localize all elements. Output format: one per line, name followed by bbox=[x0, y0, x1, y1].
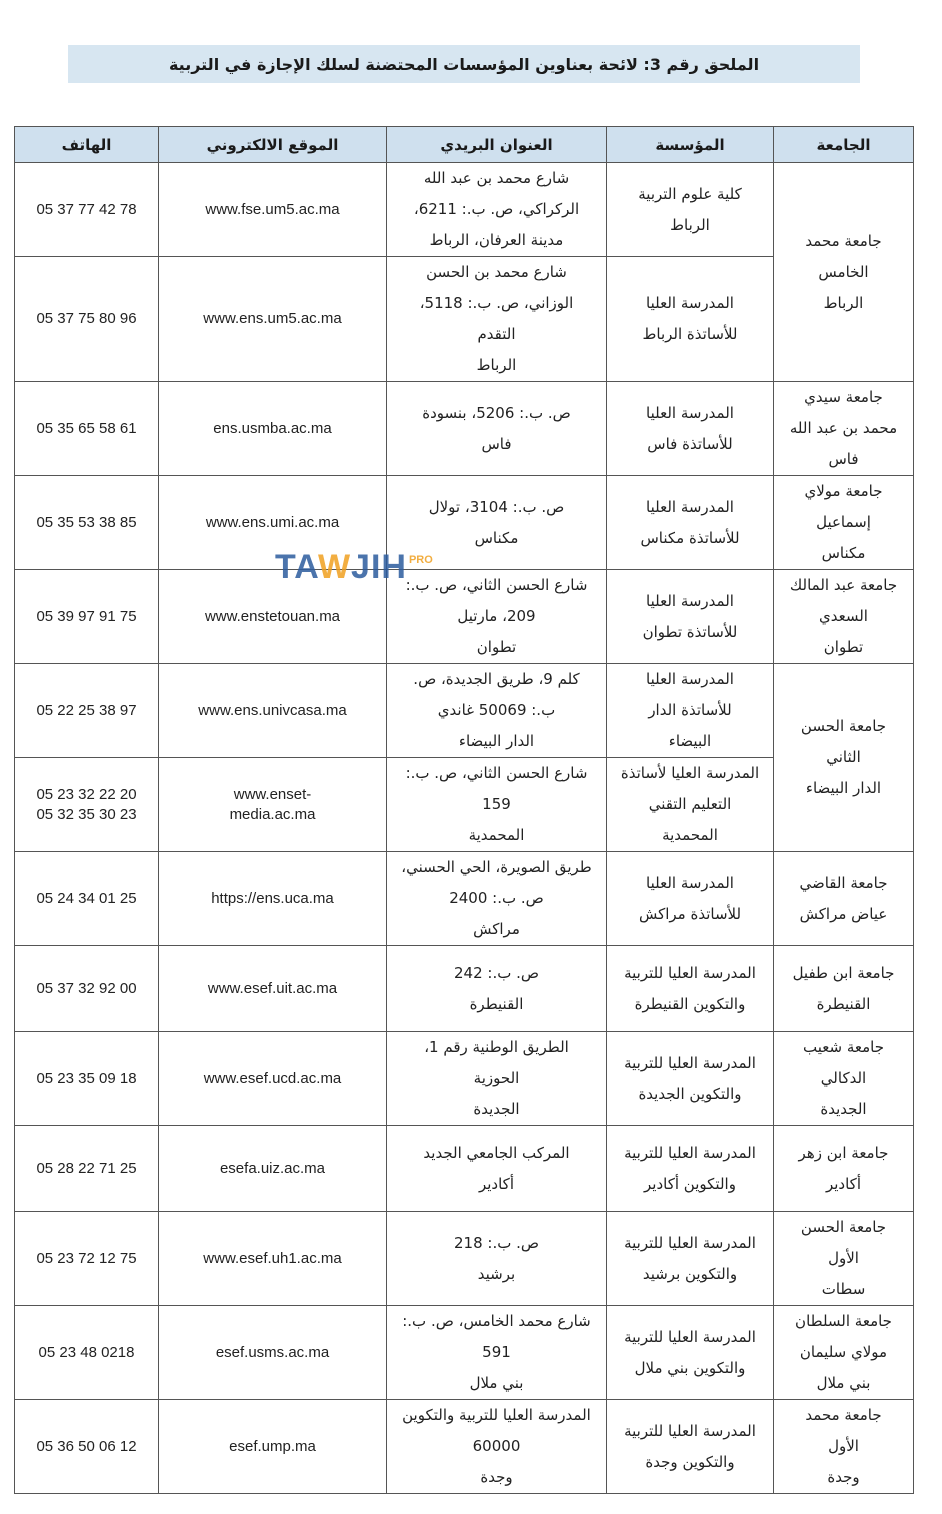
phone-number: 05 22 25 38 97 bbox=[36, 701, 137, 719]
university-line: فاس bbox=[828, 450, 859, 468]
address-line: الجديدة bbox=[473, 1100, 520, 1118]
address-line: ص. ب.: 242 bbox=[453, 963, 540, 982]
header-address: العنوان البريدي bbox=[387, 127, 607, 163]
university-line: بني ملال bbox=[816, 1374, 871, 1392]
phone-cell bbox=[15, 476, 159, 570]
university-line: جامعة القاضي bbox=[799, 873, 888, 892]
address-line: الوزاني، ص. ب.: 5118، bbox=[419, 294, 574, 312]
institution-cell bbox=[607, 1306, 774, 1400]
university-cell bbox=[774, 163, 914, 382]
address-line: المدرسة العليا للتربية والتكوين bbox=[402, 1406, 591, 1424]
university-line: جامعة شعيب bbox=[803, 1038, 884, 1056]
university-line: عياض مراكش bbox=[799, 904, 888, 923]
institution-line: للأساتذة الرباط bbox=[642, 325, 738, 343]
university-cell bbox=[774, 1306, 914, 1400]
institution-cell bbox=[607, 1126, 774, 1212]
institution-line: المدرسة العليا bbox=[646, 294, 734, 312]
table-row bbox=[15, 382, 914, 476]
table-row bbox=[15, 570, 914, 664]
university-cell bbox=[774, 476, 914, 570]
website-cell[interactable] bbox=[159, 946, 387, 1032]
phone-cell bbox=[15, 1306, 159, 1400]
university-line: القنيطرة bbox=[816, 994, 871, 1013]
website-cell[interactable] bbox=[159, 1212, 387, 1306]
address-cell bbox=[387, 1212, 607, 1306]
institution-line: المدرسة العليا للتربية bbox=[624, 1233, 756, 1252]
website-cell[interactable] bbox=[159, 1306, 387, 1400]
address-line: ص. ب.: 5206، بنسودة bbox=[422, 403, 571, 422]
university-line: جامعة محمد bbox=[805, 231, 882, 250]
table-row bbox=[15, 163, 914, 257]
address-line: طريق الصويرة، الحي الحسني، bbox=[401, 858, 592, 876]
university-line: جامعة عبد المالك bbox=[789, 576, 898, 594]
address-line: الحوزية bbox=[473, 1069, 520, 1087]
phone-cell bbox=[15, 1212, 159, 1306]
institution-line: كلية علوم التربية bbox=[638, 184, 742, 203]
institution-cell bbox=[607, 476, 774, 570]
address-cell bbox=[387, 163, 607, 257]
address-cell bbox=[387, 257, 607, 382]
institution-line: والتكوين الجديدة bbox=[638, 1084, 742, 1103]
institution-line: والتكوين أكادير bbox=[644, 1174, 736, 1193]
website-link[interactable]: www.enset- bbox=[233, 785, 312, 803]
institution-line: للأساتذة تطوان bbox=[642, 622, 738, 641]
website-link[interactable]: www.esef.uh1.ac.ma bbox=[203, 1249, 342, 1267]
phone-cell bbox=[15, 1400, 159, 1494]
address-line: تطوان bbox=[476, 638, 517, 656]
phone-cell bbox=[15, 852, 159, 946]
website-cell[interactable] bbox=[159, 1400, 387, 1494]
header-university: الجامعة bbox=[774, 127, 914, 163]
university-line: محمد بن عبد الله bbox=[789, 419, 898, 437]
university-line: جامعة ابن طفيل bbox=[792, 963, 895, 982]
university-cell bbox=[774, 1400, 914, 1494]
university-line: جامعة ابن زهر bbox=[798, 1143, 889, 1162]
address-line: التقدم bbox=[477, 325, 516, 343]
institution-line: للأساتذة الدار bbox=[648, 701, 732, 719]
university-cell bbox=[774, 1126, 914, 1212]
institution-cell bbox=[607, 1400, 774, 1494]
university-line: جامعة الحسن bbox=[800, 1218, 887, 1236]
institution-cell bbox=[607, 163, 774, 257]
phone-number: 05 37 77 42 78 bbox=[36, 200, 137, 218]
website-cell[interactable] bbox=[159, 852, 387, 946]
address-line: ص. ب.: 3104، تولال bbox=[428, 497, 565, 516]
university-line: الجديدة bbox=[820, 1100, 867, 1118]
address-line: فاس bbox=[481, 434, 512, 453]
address-cell bbox=[387, 382, 607, 476]
address-cell bbox=[387, 1400, 607, 1494]
institution-line: المدرسة العليا bbox=[646, 497, 734, 516]
phone-number: 05 23 72 12 75 bbox=[36, 1249, 137, 1267]
website-cell[interactable] bbox=[159, 382, 387, 476]
address-line: أكادير bbox=[478, 1174, 514, 1193]
university-line: مولاي سليمان bbox=[799, 1343, 888, 1361]
address-line: 209، مارتيل bbox=[457, 607, 536, 625]
website-link[interactable]: www.enstetouan.ma bbox=[204, 607, 341, 625]
address-line: المركب الجامعي الجديد bbox=[423, 1143, 570, 1162]
institutions-table bbox=[14, 126, 914, 1494]
address-line: 60000 bbox=[472, 1437, 521, 1455]
address-line: شارع محمد الخامس، ص. ب.: bbox=[402, 1312, 591, 1330]
table-row bbox=[15, 1032, 914, 1126]
table-header-row bbox=[15, 127, 914, 163]
phone-number: 05 37 75 80 96 bbox=[36, 310, 137, 327]
university-line: تطوان bbox=[823, 638, 864, 656]
university-line: الدكالي bbox=[820, 1069, 867, 1087]
table-row bbox=[15, 852, 914, 946]
institution-line: للأساتذة مراكش bbox=[638, 904, 742, 923]
phone-cell bbox=[15, 1032, 159, 1126]
institution-line: المدرسة العليا bbox=[646, 670, 734, 688]
address-line: القنيطرة bbox=[469, 994, 524, 1013]
table-row bbox=[15, 1212, 914, 1306]
table-row bbox=[15, 664, 914, 758]
university-line: جامعة سيدي bbox=[804, 388, 883, 406]
institution-line: والتكوين برشيد bbox=[642, 1264, 738, 1283]
phone-number: 05 28 22 71 25 bbox=[36, 1159, 137, 1177]
phone-number: 05 23 35 09 18 bbox=[36, 1069, 137, 1087]
watermark-sub-text: PRO bbox=[408, 554, 433, 566]
address-line: مكناس bbox=[474, 528, 519, 547]
institution-cell bbox=[607, 664, 774, 758]
university-line: الدار البيضاء bbox=[805, 779, 882, 797]
phone-number: 05 23 32 22 20 bbox=[36, 785, 137, 803]
institution-line: المدرسة العليا bbox=[646, 873, 734, 892]
table-row bbox=[15, 946, 914, 1032]
university-cell bbox=[774, 382, 914, 476]
annex-title: الملحق رقم 3: لائحة بعناوين المؤسسات المحتضنة لسلك الإجازة في التربية bbox=[68, 45, 860, 83]
university-line: وجدة bbox=[827, 1468, 860, 1486]
header-phone: الهاتف bbox=[15, 127, 159, 163]
institution-line: المدرسة العليا للتربية bbox=[624, 1327, 756, 1346]
phone-cell bbox=[15, 946, 159, 1032]
watermark-part: W bbox=[317, 548, 352, 586]
address-cell bbox=[387, 852, 607, 946]
university-line: أكادير bbox=[825, 1174, 861, 1193]
university-cell bbox=[774, 570, 914, 664]
address-line: مراكش bbox=[473, 920, 520, 938]
address-line: الدار البيضاء bbox=[458, 732, 535, 750]
address-line: كلم 9، طريق الجديدة، ص. bbox=[413, 670, 580, 688]
phone-cell bbox=[15, 570, 159, 664]
institution-line: المدرسة العليا bbox=[646, 403, 734, 422]
address-line: ص. ب.: 218 bbox=[453, 1233, 540, 1252]
address-cell bbox=[387, 570, 607, 664]
address-line: المحمدية bbox=[468, 826, 525, 844]
university-cell bbox=[774, 1212, 914, 1306]
address-line: الرباط bbox=[476, 356, 517, 374]
institution-cell bbox=[607, 382, 774, 476]
phone-number: 05 36 50 06 12 bbox=[36, 1437, 137, 1455]
university-cell bbox=[774, 664, 914, 852]
website-link[interactable]: media.ac.ma bbox=[229, 805, 316, 823]
institution-line: المحمدية bbox=[662, 826, 718, 844]
institution-line: التعليم التقني bbox=[648, 795, 732, 813]
website-link[interactable]: https://ens.uca.ma bbox=[211, 889, 334, 907]
university-line: الرباط bbox=[823, 293, 864, 312]
institution-line: للأساتذة مكناس bbox=[640, 528, 740, 547]
institution-cell bbox=[607, 570, 774, 664]
institution-line: الرباط bbox=[670, 215, 710, 234]
phone-cell bbox=[15, 257, 159, 382]
website-link[interactable]: www.ens.umi.ac.ma bbox=[205, 513, 340, 531]
website-link[interactable]: www.ens.univcasa.ma bbox=[198, 701, 347, 719]
institution-line: والتكوين بني ملال bbox=[634, 1358, 746, 1377]
address-line: مدينة العرفان، الرباط bbox=[429, 231, 564, 249]
website-cell[interactable] bbox=[159, 257, 387, 382]
website-cell[interactable] bbox=[159, 664, 387, 758]
header-website: الموقع الالكتروني bbox=[159, 127, 387, 163]
address-line: بني ملال bbox=[469, 1374, 524, 1392]
phone-number: 05 35 53 38 85 bbox=[36, 513, 137, 531]
institution-line: المدرسة العليا للتربية bbox=[624, 963, 756, 982]
address-cell bbox=[387, 1306, 607, 1400]
phone-cell bbox=[15, 758, 159, 852]
institution-line: المدرسة العليا للتربية bbox=[624, 1053, 756, 1072]
university-cell bbox=[774, 946, 914, 1032]
institution-cell bbox=[607, 758, 774, 852]
address-line: 591 bbox=[482, 1343, 511, 1361]
phone-cell bbox=[15, 664, 159, 758]
phone-number: 05 35 65 58 61 bbox=[36, 419, 137, 437]
university-line: الأول bbox=[828, 1249, 859, 1267]
institution-line: والتكوين القنيطرة bbox=[634, 994, 746, 1013]
university-line: جامعة الحسن bbox=[800, 717, 887, 735]
website-cell[interactable] bbox=[159, 758, 387, 852]
table-row bbox=[15, 1126, 914, 1212]
address-line: الركراكي، ص. ب.: 6211، bbox=[413, 200, 580, 218]
institution-cell bbox=[607, 257, 774, 382]
institution-line: والتكوين وجدة bbox=[645, 1452, 735, 1471]
website-link[interactable]: www.esef.uit.ac.ma bbox=[207, 979, 338, 997]
website-link[interactable]: www.ens.um5.ac.ma bbox=[203, 310, 342, 327]
university-line: مكناس bbox=[821, 544, 866, 562]
institution-line: المدرسة العليا للتربية bbox=[624, 1143, 756, 1162]
university-line: الثاني bbox=[826, 748, 861, 766]
website-cell[interactable] bbox=[159, 1032, 387, 1126]
address-line: شارع محمد بن الحسن bbox=[426, 263, 567, 281]
address-line: 159 bbox=[482, 795, 511, 813]
university-cell bbox=[774, 852, 914, 946]
website-cell[interactable] bbox=[159, 1126, 387, 1212]
address-line: شارع الحسن الثاني، ص. ب.: bbox=[405, 764, 588, 782]
address-cell bbox=[387, 1126, 607, 1212]
website-cell[interactable] bbox=[159, 163, 387, 257]
address-line: شارع الحسن الثاني، ص. ب.: bbox=[405, 576, 588, 594]
address-line: الطريق الوطنية رقم 1، bbox=[424, 1038, 569, 1056]
institution-line: المدرسة العليا لأساتذة bbox=[620, 764, 760, 782]
phone-cell bbox=[15, 163, 159, 257]
institution-cell bbox=[607, 946, 774, 1032]
address-line: شارع محمد بن عبد الله bbox=[423, 169, 570, 187]
website-link[interactable]: ens.usmba.ac.ma bbox=[213, 419, 332, 437]
institution-cell bbox=[607, 1212, 774, 1306]
university-line: جامعة السلطان bbox=[795, 1312, 892, 1330]
table-row bbox=[15, 476, 914, 570]
phone-number: 05 37 32 92 00 bbox=[36, 979, 137, 997]
university-line: السعدي bbox=[819, 607, 868, 625]
institution-cell bbox=[607, 1032, 774, 1126]
table-row bbox=[15, 1306, 914, 1400]
institution-line: البيضاء bbox=[668, 732, 712, 750]
address-line: وجدة bbox=[480, 1468, 513, 1486]
header-institution: المؤسسة bbox=[607, 127, 774, 163]
phone-cell bbox=[15, 382, 159, 476]
address-cell bbox=[387, 758, 607, 852]
phone-cell bbox=[15, 1126, 159, 1212]
phone-number: 05 23 48 0218 bbox=[38, 1343, 135, 1361]
university-line: جامعة مولاي bbox=[804, 482, 883, 500]
phone-number: 05 39 97 91 75 bbox=[36, 607, 137, 625]
institution-cell bbox=[607, 852, 774, 946]
phone-number: 05 32 35 30 23 bbox=[36, 805, 137, 823]
watermark-part: JIH bbox=[351, 548, 407, 586]
address-line: برشيد bbox=[477, 1264, 516, 1283]
university-line: جامعة محمد bbox=[805, 1406, 882, 1424]
university-line: الأول bbox=[828, 1437, 859, 1455]
website-cell[interactable] bbox=[159, 476, 387, 570]
institution-line: المدرسة العليا bbox=[646, 591, 734, 610]
institution-line: للأساتذة فاس bbox=[647, 434, 733, 453]
institution-line: المدرسة العليا للتربية bbox=[624, 1421, 756, 1440]
watermark-part: TA bbox=[275, 548, 318, 586]
website-cell[interactable] bbox=[159, 570, 387, 664]
university-line: إسماعيل bbox=[816, 513, 871, 531]
address-cell bbox=[387, 1032, 607, 1126]
website-link[interactable]: esefa.uiz.ac.ma bbox=[219, 1159, 326, 1177]
website-link[interactable]: esef.ump.ma bbox=[229, 1437, 316, 1455]
university-cell bbox=[774, 1032, 914, 1126]
table-row bbox=[15, 1400, 914, 1494]
university-line: الخامس bbox=[818, 262, 869, 281]
university-line: سطات bbox=[821, 1280, 866, 1298]
website-link[interactable]: www.esef.ucd.ac.ma bbox=[203, 1069, 342, 1087]
website-link[interactable]: esef.usms.ac.ma bbox=[215, 1343, 330, 1361]
phone-number: 05 24 34 01 25 bbox=[36, 889, 137, 907]
address-line: ص. ب.: 2400 bbox=[449, 889, 544, 907]
website-link[interactable]: www.fse.um5.ac.ma bbox=[205, 200, 340, 218]
address-cell bbox=[387, 664, 607, 758]
address-line: ب.: 50069 غاندي bbox=[437, 701, 556, 719]
address-cell bbox=[387, 946, 607, 1032]
address-cell bbox=[387, 476, 607, 570]
